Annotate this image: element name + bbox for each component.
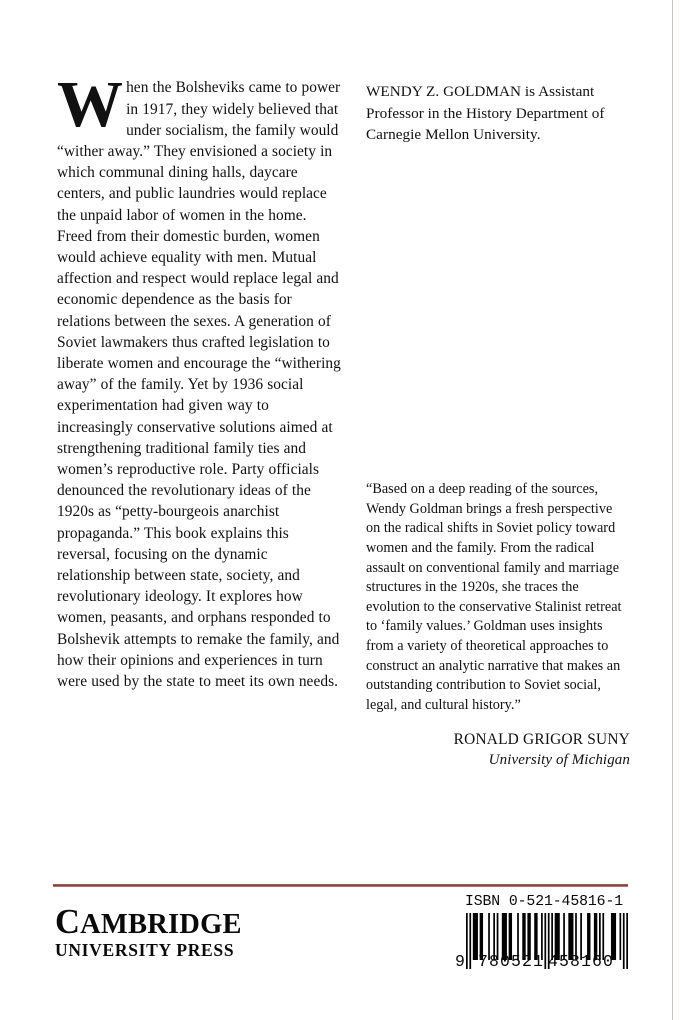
publisher-name — [55, 903, 315, 941]
publisher-name-initial: C — [55, 903, 81, 941]
ean-digits — [452, 952, 636, 971]
blurb-column — [57, 62, 344, 708]
publisher-logo — [55, 903, 315, 961]
reviewer-name: RONALD GRIGOR SUNY — [453, 730, 630, 748]
ean-right-digits: 458160 — [548, 952, 615, 971]
review-block — [366, 466, 630, 770]
reviewer-affiliation: University of Michigan — [488, 751, 630, 768]
isbn-label: ISBN 0-521-45816-1 — [464, 894, 624, 910]
review-quote: “Based on a deep reading of the sources, Wendy Goldman brings a fresh perspective on the radical shifts in Soviet policy toward women and the family. From the radical assault on conventional family and marriage structures in the 1920s, she traces the evolution to the conservative Stalinist retreat to ‘family values.’ Goldman uses insights from a variety of theoretical approaches to construct an analytic narrative that makes an outstanding contribution to Soviet social, legal, and cultural history.” — [366, 481, 622, 713]
publisher-subtitle: UNIVERSITY PRESS — [55, 940, 235, 960]
author-bio-text: WENDY Z. GOLDMAN is Assistant Professor in the History Department of Carnegie Mellon University. — [366, 83, 605, 143]
ean-left-digits: 780521 — [478, 952, 545, 971]
publisher-name-rest: AMBRIDGE — [80, 909, 242, 940]
barcode-block — [452, 894, 636, 971]
blurb-paragraph — [57, 68, 344, 692]
page-edge-highlight — [673, 0, 680, 1020]
blurb-text: hen the Bolsheviks came to power in 1917, they widely believed that under socialism, the family would “wither away.” They envisioned a society in which communal dining halls, daycare centers, and public laundries would replace the unpaid labor of women in the home. Freed from their domestic burden, women would achieve equality with men. Mutual affection and respect would replace legal and economic dependence as the basis for relations between the sexes. A generation of Soviet lawmakers thus crafted legislation to liberate women and encourage the “withering away” of the family. Yet by 1936 social experimentation had given way to increasingly conservative solutions aimed at strengthening traditional family ties and women’s reproductive role. Party officials denounced the revolutionary ideas of the 1920s as “petty-bourgeois anarchist propaganda.” This book explains this reversal, focusing on the dynamic relationship between state, society, and revolutionary ideology. It explores how women, peasants, and orphans responded to Bolshevik attempts to remake the family, and how their opinions and experiences in turn were used by the state to meet its own needs. — [57, 79, 341, 691]
divider-rule — [53, 884, 628, 887]
page-edge-line — [672, 0, 673, 1020]
drop-cap: W — [57, 68, 124, 142]
author-bio-column — [366, 66, 628, 161]
ean-lead-digit: 9 — [455, 952, 466, 971]
